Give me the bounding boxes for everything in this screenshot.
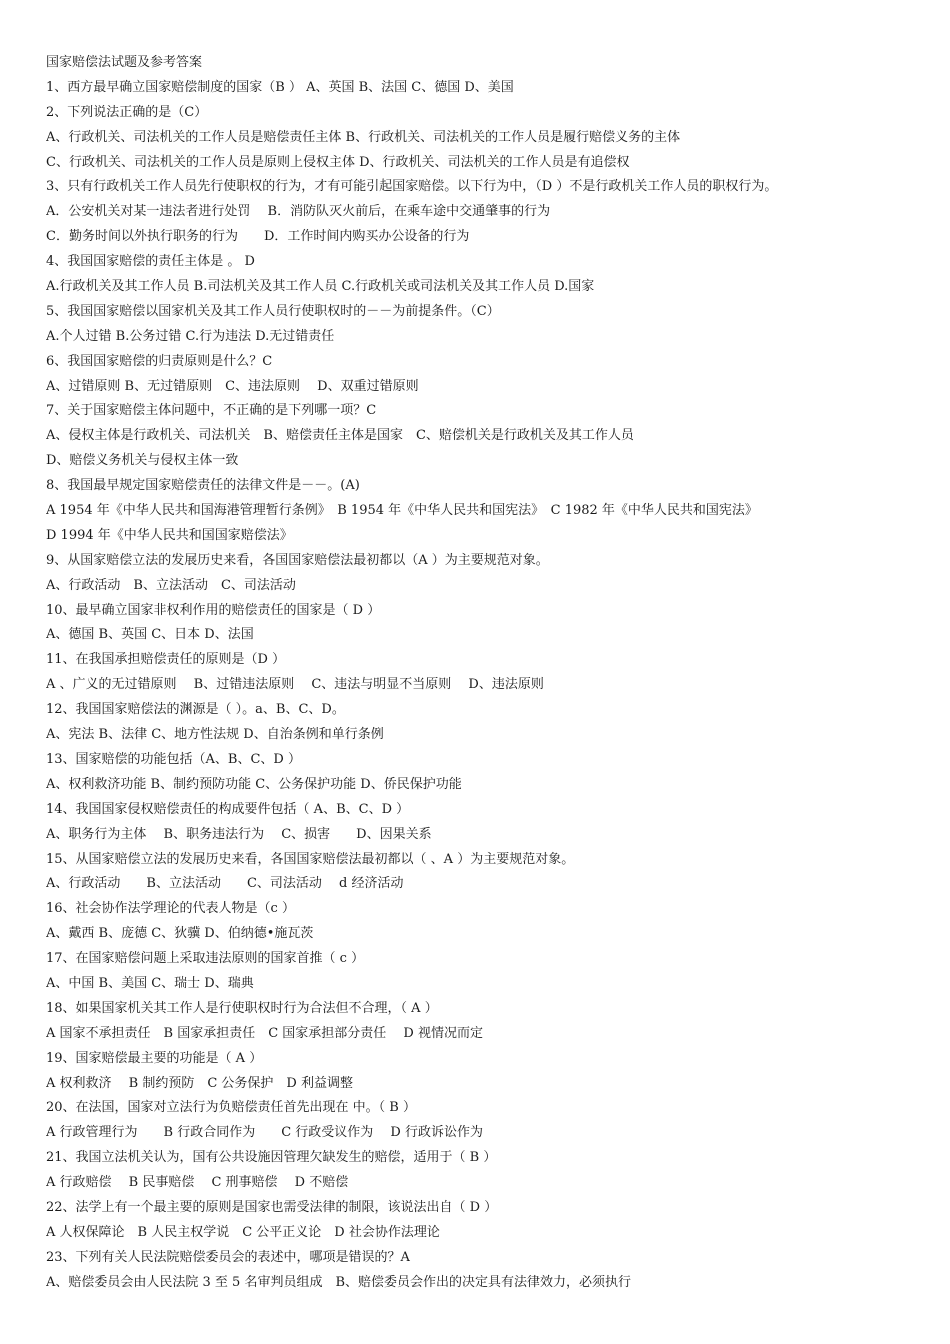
text-line: A 国家不承担责任 B 国家承担责任 C 国家承担部分责任 D 视情况而定	[46, 1025, 483, 1041]
text-line: 15、从国家赔偿立法的发展历史来看，各国国家赔偿法最初都以（ 、A ）为主要规范对象。	[46, 851, 575, 867]
text-line: A、德国 B、英国 C、日本 D、法国	[46, 627, 254, 643]
text-line: 21、我国立法机关认为，国有公共设施因管理欠缺发生的赔偿，适用于（ B ）	[46, 1150, 497, 1166]
text-line: 7、关于国家赔偿主体问题中，不正确的是下列哪一项？C	[46, 403, 377, 419]
text-line: 3、只有行政机关工作人员先行使职权的行为，才有可能引起国家赔偿。以下行为中，（D ）不是行政机关工作人员的职权行为。	[46, 179, 778, 195]
text-line: A、戴西 B、庞德 C、狄骥 D、伯纳德•施瓦茨	[46, 926, 314, 942]
text-line: D 1994 年《中华人民共和国国家赔偿法》	[46, 527, 293, 543]
document-title: 国家赔偿法试题及参考答案	[46, 55, 203, 70]
text-line: A．公安机关对某一违法者进行处罚 B．消防队灭火前后，在乘车途中交通肇事的行为	[46, 204, 551, 220]
text-line: A、行政活动 B、立法活动 C、司法活动 d 经济活动	[46, 876, 404, 892]
text-line: 16、社会协作法学理论的代表人物是（c ）	[46, 901, 295, 917]
text-line: 4、我国国家赔偿的责任主体是 。 D	[46, 254, 255, 270]
text-line: 22、法学上有一个最主要的原则是国家也需受法律的制限，该说法出自（ D ）	[46, 1199, 498, 1215]
text-line: A 1954 年《中华人民共和国海港管理暂行条例》 B 1954 年《中华人民共和国宪法》 C 1982 年《中华人民共和国宪法》	[46, 503, 758, 519]
text-line: 23、下列有关人民法院赔偿委员会的表述中，哪项是错误的？A	[46, 1249, 410, 1265]
text-line: 8、我国最早规定国家赔偿责任的法律文件是－－。(A)	[46, 478, 360, 494]
text-line: A 行政管理行为 B 行政合同作为 C 行政受议作为 D 行政诉讼作为	[46, 1125, 483, 1141]
text-line: 18、如果国家机关其工作人是行使职权时行为合法但不合理，（ A ）	[46, 1000, 438, 1016]
text-line: A、行政机关、司法机关的工作人员是赔偿责任主体 B、行政机关、司法机关的工作人员是履行赔偿义务的主体	[46, 129, 681, 145]
text-line: A 权利救济 B 制约预防 C 公务保护 D 利益调整	[46, 1075, 353, 1091]
text-line: A 行政赔偿 B 民事赔偿 C 刑事赔偿 D 不赔偿	[46, 1175, 349, 1191]
text-line: A、职务行为主体 B、职务违法行为 C、损害 D、因果关系	[46, 826, 432, 842]
text-line: A、行政活动 B、立法活动 C、司法活动	[46, 577, 296, 593]
text-line: D、赔偿义务机关与侵权主体一致	[46, 453, 239, 469]
text-line: C．勤务时间以外执行职务的行为 D．工作时间内购买办公设备的行为	[46, 229, 470, 245]
document-body	[46, 51, 926, 1296]
text-line: A 、广义的无过错原则 B、过错违法原则 C、违法与明显不当原则 D、违法原则	[46, 677, 544, 693]
text-line: A、宪法 B、法律 C、地方性法规 D、自治条例和单行条例	[46, 727, 384, 743]
text-line: A、中国 B、美国 C、瑞士 D、瑞典	[46, 975, 254, 991]
text-line: A、侵权主体是行政机关、司法机关 B、赔偿责任主体是国家 C、赔偿机关是行政机关及其工作人员	[46, 428, 634, 444]
text-line: A.行政机关及其工作人员 B.司法机关及其工作人员 C.行政机关或司法机关及其工作人员 D.国家	[46, 279, 595, 295]
text-line: A、过错原则 B、无过错原则 C、违法原则 D、双重过错原则	[46, 378, 419, 394]
text-line: A、赔偿委员会由人民法院 3 至 5 名审判员组成 B、赔偿委员会作出的决定具有法律效力，必须执行	[46, 1274, 632, 1290]
text-line: 20、在法国，国家对立法行为负赔偿责任首先出现在 中。（ B ）	[46, 1100, 416, 1116]
text-line: A、权利救济功能 B、制约预防功能 C、公务保护功能 D、侨民保护功能	[46, 776, 462, 792]
text-line: 5、我国国家赔偿以国家机关及其工作人员行使职权时的－－为前提条件。（C）	[46, 303, 500, 319]
text-line: 9、从国家赔偿立法的发展历史来看，各国国家赔偿法最初都以（A ）为主要规范对象。	[46, 552, 549, 568]
text-line: 17、在国家赔偿问题上采取违法原则的国家首推（ c ）	[46, 951, 365, 967]
text-line: 11、在我国承担赔偿责任的原则是（D ）	[46, 652, 286, 668]
text-line: 10、最早确立国家非权利作用的赔偿责任的国家是（ D ）	[46, 602, 381, 618]
text-line: 2、下列说法正确的是（C）	[46, 104, 208, 120]
text-line: A 人权保障论 B 人民主权学说 C 公平正义论 D 社会协作法理论	[46, 1224, 440, 1240]
text-line: A.个人过错 B.公务过错 C.行为违法 D.无过错责任	[46, 328, 335, 344]
text-line: 1、西方最早确立国家赔偿制度的国家（B ） A、英国 B、法国 C、德国 D、美国	[46, 79, 514, 95]
text-line: 13、国家赔偿的功能包括（A、B、C、D ）	[46, 751, 301, 767]
text-line: 19、国家赔偿最主要的功能是（ A ）	[46, 1050, 263, 1066]
text-line: 12、我国国家赔偿法的渊源是（ ）。a、B、C、D。	[46, 702, 345, 718]
text-line: 14、我国国家侵权赔偿责任的构成要件包括（ A、B、C、D ）	[46, 801, 410, 817]
text-line: 6、我国国家赔偿的归责原则是什么？C	[46, 353, 273, 369]
text-line: C、行政机关、司法机关的工作人员是原则上侵权主体 D、行政机关、司法机关的工作人员是有追偿权	[46, 154, 630, 170]
